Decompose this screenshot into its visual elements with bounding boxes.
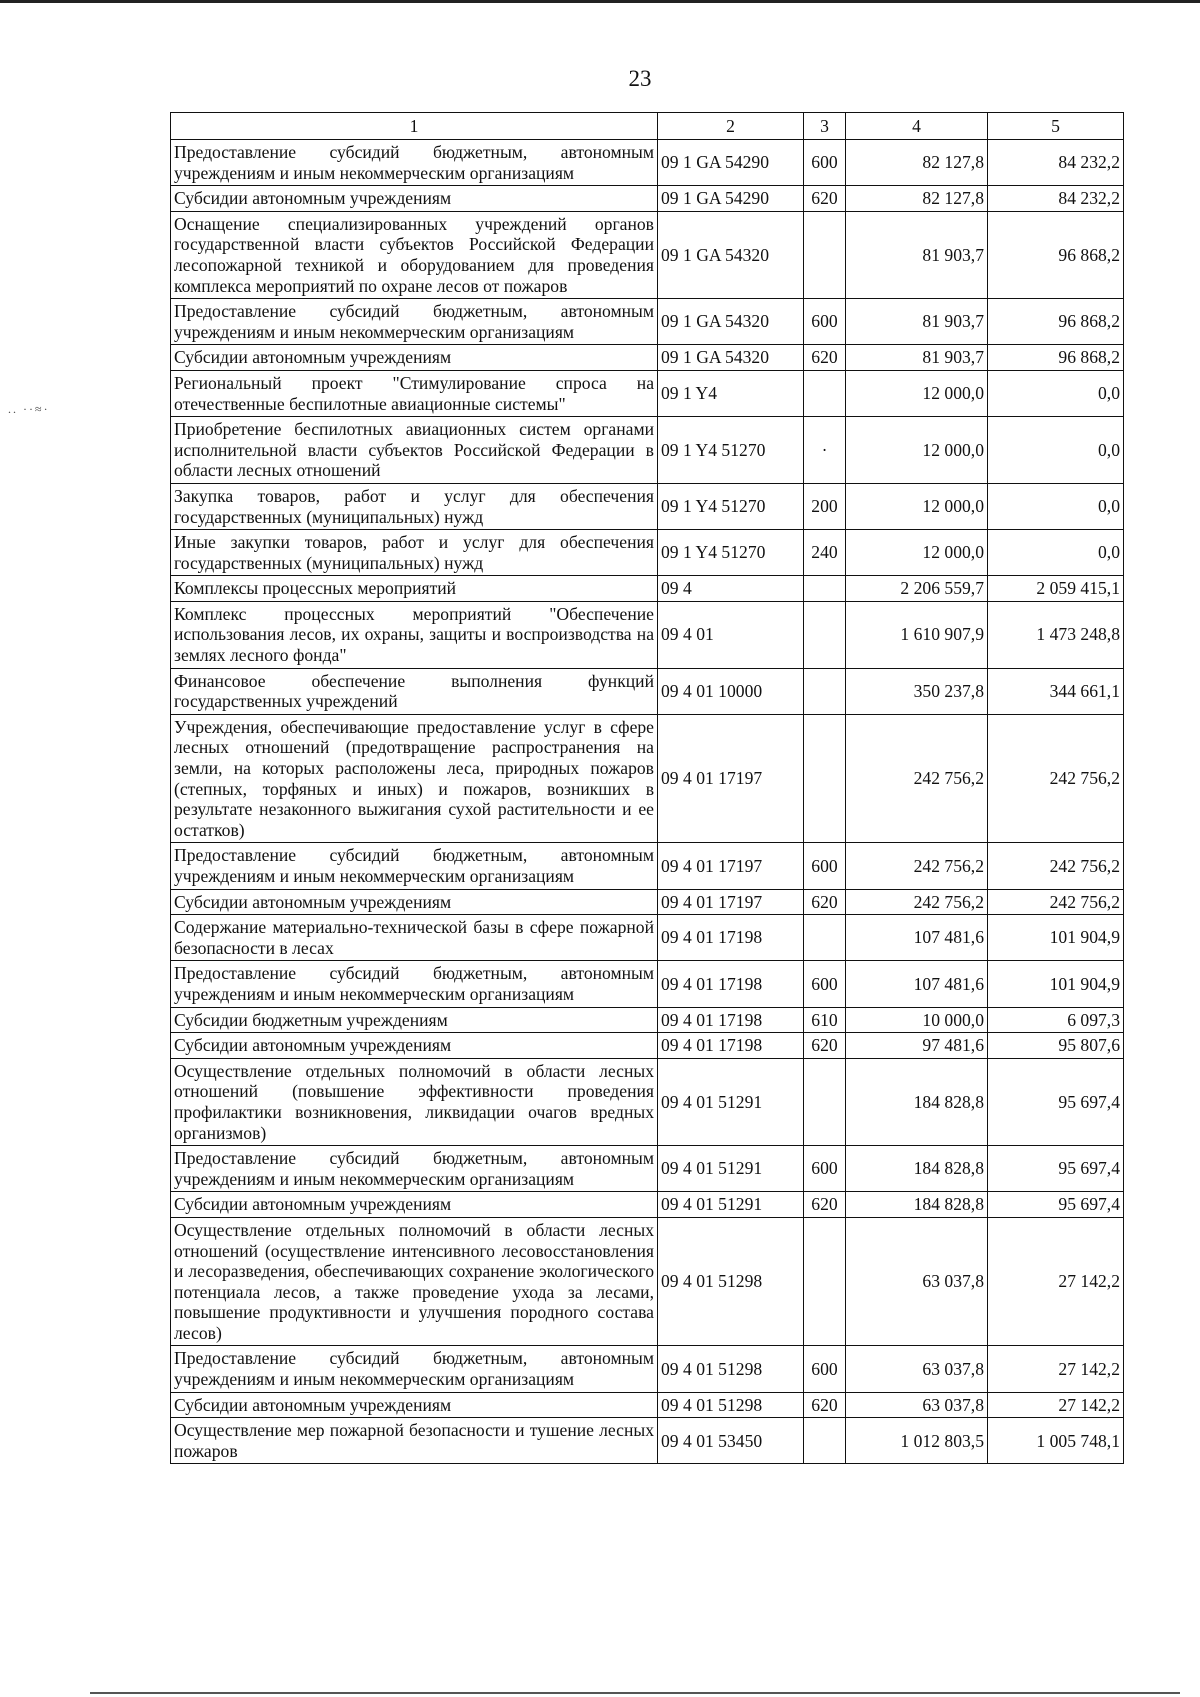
row-vr-cell: 620 xyxy=(804,889,846,915)
row-vr-cell: 600 xyxy=(804,299,846,345)
row-code-cell: 09 4 01 51298 xyxy=(658,1392,804,1418)
row-vr-cell: 600 xyxy=(804,1346,846,1392)
row-vr-cell: 620 xyxy=(804,1033,846,1059)
row-code-cell: 09 4 01 17197 xyxy=(658,843,804,889)
row-code-cell: 09 4 01 17198 xyxy=(658,1033,804,1059)
row-value-2025-cell: 96 868,2 xyxy=(988,299,1124,345)
row-vr-cell: 240 xyxy=(804,530,846,576)
row-value-2024-cell: 242 756,2 xyxy=(846,714,988,843)
row-vr-cell: 620 xyxy=(804,186,846,212)
row-vr-cell xyxy=(804,370,846,416)
scan-artifact: .. ··≈· xyxy=(8,402,50,416)
row-vr-cell: 600 xyxy=(804,961,846,1007)
table-header-row xyxy=(171,113,1124,140)
row-value-2025-cell: 96 868,2 xyxy=(988,211,1124,298)
row-name-cell: Закупка товаров, работ и услуг для обеспечения государственных (муниципальных) нужд xyxy=(171,483,658,529)
row-name-cell: Комплекс процессных мероприятий "Обеспечение использования лесов, их охраны, защиты и воспроизводства на землях лесного фонда" xyxy=(171,601,658,668)
table-row xyxy=(171,1346,1124,1392)
row-code-cell: 09 4 01 51298 xyxy=(658,1346,804,1392)
scan-bottom-edge xyxy=(90,1692,1180,1694)
table-row xyxy=(171,345,1124,371)
row-code-cell: 09 4 01 51291 xyxy=(658,1192,804,1218)
table-row xyxy=(171,186,1124,212)
row-value-2025-cell: 95 697,4 xyxy=(988,1192,1124,1218)
table-row xyxy=(171,483,1124,529)
table-row xyxy=(171,1192,1124,1218)
row-code-cell: 09 4 01 51298 xyxy=(658,1217,804,1346)
table-row xyxy=(171,915,1124,961)
row-vr-cell xyxy=(804,714,846,843)
row-value-2024-cell: 12 000,0 xyxy=(846,417,988,484)
column-header: 2 xyxy=(658,113,804,140)
row-name-cell: Региональный проект "Стимулирование спроса на отечественные беспилотные авиационные системы" xyxy=(171,370,658,416)
row-code-cell: 09 4 01 53450 xyxy=(658,1418,804,1464)
table-row xyxy=(171,889,1124,915)
row-value-2024-cell: 63 037,8 xyxy=(846,1392,988,1418)
row-vr-cell: 600 xyxy=(804,1146,846,1192)
row-vr-cell: 620 xyxy=(804,1392,846,1418)
row-value-2025-cell: 1 005 748,1 xyxy=(988,1418,1124,1464)
row-code-cell: 09 1 GA 54290 xyxy=(658,140,804,186)
row-value-2024-cell: 63 037,8 xyxy=(846,1346,988,1392)
row-value-2025-cell: 101 904,9 xyxy=(988,915,1124,961)
row-code-cell: 09 4 01 10000 xyxy=(658,668,804,714)
row-value-2024-cell: 184 828,8 xyxy=(846,1146,988,1192)
row-value-2024-cell: 2 206 559,7 xyxy=(846,576,988,602)
row-vr-cell: 600 xyxy=(804,843,846,889)
row-value-2025-cell: 242 756,2 xyxy=(988,843,1124,889)
row-vr-cell xyxy=(804,211,846,298)
table-row xyxy=(171,961,1124,1007)
row-value-2025-cell: 0,0 xyxy=(988,417,1124,484)
row-value-2024-cell: 184 828,8 xyxy=(846,1192,988,1218)
row-value-2025-cell: 95 697,4 xyxy=(988,1146,1124,1192)
row-name-cell: Предоставление субсидий бюджетным, автономным учреждениям и иным некоммерческим организациям xyxy=(171,140,658,186)
row-value-2025-cell: 101 904,9 xyxy=(988,961,1124,1007)
row-name-cell: Субсидии автономным учреждениям xyxy=(171,345,658,371)
row-code-cell: 09 4 01 51291 xyxy=(658,1146,804,1192)
row-value-2025-cell: 84 232,2 xyxy=(988,186,1124,212)
row-code-cell: 09 4 01 xyxy=(658,601,804,668)
row-code-cell: 09 4 01 17197 xyxy=(658,714,804,843)
table-row xyxy=(171,1033,1124,1059)
row-value-2025-cell: 95 697,4 xyxy=(988,1058,1124,1145)
row-name-cell: Осуществление мер пожарной безопасности и тушение лесных пожаров xyxy=(171,1418,658,1464)
row-name-cell: Комплексы процессных мероприятий xyxy=(171,576,658,602)
row-value-2024-cell: 10 000,0 xyxy=(846,1007,988,1033)
table-row xyxy=(171,211,1124,298)
row-value-2024-cell: 82 127,8 xyxy=(846,140,988,186)
row-value-2025-cell: 344 661,1 xyxy=(988,668,1124,714)
row-code-cell: 09 4 01 17197 xyxy=(658,889,804,915)
column-header: 4 xyxy=(846,113,988,140)
row-vr-cell: 600 xyxy=(804,140,846,186)
row-vr-cell xyxy=(804,1217,846,1346)
column-header: 1 xyxy=(171,113,658,140)
row-value-2024-cell: 81 903,7 xyxy=(846,299,988,345)
row-value-2024-cell: 350 237,8 xyxy=(846,668,988,714)
row-value-2025-cell: 27 142,2 xyxy=(988,1392,1124,1418)
row-name-cell: Учреждения, обеспечивающие предоставление услуг в сфере лесных отношений (предотвращение распространения на земли, на которых расположены леса, природных пожаров (степных, торфяных и иных) и пожаров, возникших в результате незаконного выжигания сухой растительности и ее остатков) xyxy=(171,714,658,843)
row-value-2024-cell: 12 000,0 xyxy=(846,483,988,529)
table-row xyxy=(171,299,1124,345)
table-row xyxy=(171,843,1124,889)
row-code-cell: 09 4 01 17198 xyxy=(658,961,804,1007)
row-value-2025-cell: 2 059 415,1 xyxy=(988,576,1124,602)
row-vr-cell xyxy=(804,668,846,714)
row-value-2024-cell: 81 903,7 xyxy=(846,345,988,371)
row-code-cell: 09 1 Y4 51270 xyxy=(658,530,804,576)
column-header: 3 xyxy=(804,113,846,140)
row-value-2025-cell: 95 807,6 xyxy=(988,1033,1124,1059)
row-value-2024-cell: 1 012 803,5 xyxy=(846,1418,988,1464)
row-name-cell: Осуществление отдельных полномочий в области лесных отношений (повышение эффективности проведения профилактики возникновения, ликвидации очагов вредных организмов) xyxy=(171,1058,658,1145)
row-value-2024-cell: 12 000,0 xyxy=(846,530,988,576)
table-row xyxy=(171,714,1124,843)
row-name-cell: Приобретение беспилотных авиационных систем органами исполнительной власти субъектов Российской Федерации в области лесных отношений xyxy=(171,417,658,484)
row-name-cell: Субсидии автономным учреждениям xyxy=(171,1192,658,1218)
row-name-cell: Предоставление субсидий бюджетным, автономным учреждениям и иным некоммерческим организациям xyxy=(171,299,658,345)
row-vr-cell: 610 xyxy=(804,1007,846,1033)
row-value-2024-cell: 242 756,2 xyxy=(846,889,988,915)
row-code-cell: 09 1 Y4 xyxy=(658,370,804,416)
row-name-cell: Предоставление субсидий бюджетным, автономным учреждениям и иным некоммерческим организациям xyxy=(171,843,658,889)
row-name-cell: Предоставление субсидий бюджетным, автономным учреждениям и иным некоммерческим организациям xyxy=(171,1346,658,1392)
scan-top-edge xyxy=(0,0,1200,3)
row-code-cell: 09 4 xyxy=(658,576,804,602)
row-code-cell: 09 4 01 51291 xyxy=(658,1058,804,1145)
row-value-2025-cell: 27 142,2 xyxy=(988,1217,1124,1346)
row-vr-cell: · xyxy=(804,417,846,484)
row-value-2024-cell: 12 000,0 xyxy=(846,370,988,416)
row-vr-cell: 620 xyxy=(804,1192,846,1218)
row-vr-cell xyxy=(804,915,846,961)
row-name-cell: Субсидии автономным учреждениям xyxy=(171,186,658,212)
row-name-cell: Субсидии автономным учреждениям xyxy=(171,1392,658,1418)
page-number: 23 xyxy=(628,66,652,91)
row-name-cell: Оснащение специализированных учреждений органов государственной власти субъектов Российской Федерации лесопожарной техникой и оборудованием для проведения комплекса мероприятий по охране лесов от пожаров xyxy=(171,211,658,298)
row-name-cell: Содержание материально-технической базы в сфере пожарной безопасности в лесах xyxy=(171,915,658,961)
row-value-2024-cell: 107 481,6 xyxy=(846,915,988,961)
row-name-cell: Субсидии автономным учреждениям xyxy=(171,1033,658,1059)
row-value-2024-cell: 97 481,6 xyxy=(846,1033,988,1059)
row-value-2025-cell: 96 868,2 xyxy=(988,345,1124,371)
row-name-cell: Осуществление отдельных полномочий в области лесных отношений (осуществление интенсивного лесовосстановления и лесоразведения, обеспечивающих сохранение экологического потенциала лесов, а также проведение ухода за лесами, повышение продуктивности и улучшения породного состава лесов) xyxy=(171,1217,658,1346)
column-header: 5 xyxy=(988,113,1124,140)
row-value-2024-cell: 82 127,8 xyxy=(846,186,988,212)
row-code-cell: 09 1 Y4 51270 xyxy=(658,483,804,529)
row-value-2025-cell: 0,0 xyxy=(988,483,1124,529)
row-value-2025-cell: 84 232,2 xyxy=(988,140,1124,186)
row-value-2025-cell: 242 756,2 xyxy=(988,889,1124,915)
row-code-cell: 09 4 01 17198 xyxy=(658,1007,804,1033)
row-vr-cell xyxy=(804,1418,846,1464)
row-name-cell: Субсидии автономным учреждениям xyxy=(171,889,658,915)
table-row xyxy=(171,1217,1124,1346)
table-row xyxy=(171,1058,1124,1145)
row-value-2024-cell: 63 037,8 xyxy=(846,1217,988,1346)
table-row xyxy=(171,601,1124,668)
row-vr-cell xyxy=(804,1058,846,1145)
row-name-cell: Предоставление субсидий бюджетным, автономным учреждениям и иным некоммерческим организациям xyxy=(171,1146,658,1192)
table-row xyxy=(171,1392,1124,1418)
row-name-cell: Иные закупки товаров, работ и услуг для обеспечения государственных (муниципальных) нужд xyxy=(171,530,658,576)
table-row xyxy=(171,370,1124,416)
row-code-cell: 09 1 GA 54320 xyxy=(658,345,804,371)
table-row xyxy=(171,576,1124,602)
row-vr-cell: 200 xyxy=(804,483,846,529)
budget-table xyxy=(170,112,1124,1464)
row-value-2025-cell: 27 142,2 xyxy=(988,1346,1124,1392)
row-name-cell: Финансовое обеспечение выполнения функций государственных учреждений xyxy=(171,668,658,714)
row-value-2024-cell: 107 481,6 xyxy=(846,961,988,1007)
row-vr-cell xyxy=(804,601,846,668)
table-row xyxy=(171,1007,1124,1033)
table-row xyxy=(171,140,1124,186)
row-value-2025-cell: 242 756,2 xyxy=(988,714,1124,843)
row-value-2025-cell: 6 097,3 xyxy=(988,1007,1124,1033)
row-vr-cell: 620 xyxy=(804,345,846,371)
table-row xyxy=(171,1418,1124,1464)
row-code-cell: 09 1 GA 54290 xyxy=(658,186,804,212)
row-value-2025-cell: 0,0 xyxy=(988,370,1124,416)
row-value-2024-cell: 81 903,7 xyxy=(846,211,988,298)
table-row xyxy=(171,417,1124,484)
row-value-2024-cell: 242 756,2 xyxy=(846,843,988,889)
row-code-cell: 09 1 GA 54320 xyxy=(658,211,804,298)
row-code-cell: 09 4 01 17198 xyxy=(658,915,804,961)
row-value-2025-cell: 0,0 xyxy=(988,530,1124,576)
table-row xyxy=(171,1146,1124,1192)
row-code-cell: 09 1 Y4 51270 xyxy=(658,417,804,484)
table-row xyxy=(171,530,1124,576)
row-value-2024-cell: 1 610 907,9 xyxy=(846,601,988,668)
row-name-cell: Предоставление субсидий бюджетным, автономным учреждениям и иным некоммерческим организациям xyxy=(171,961,658,1007)
table-row xyxy=(171,668,1124,714)
row-name-cell: Субсидии бюджетным учреждениям xyxy=(171,1007,658,1033)
row-value-2025-cell: 1 473 248,8 xyxy=(988,601,1124,668)
row-value-2024-cell: 184 828,8 xyxy=(846,1058,988,1145)
row-code-cell: 09 1 GA 54320 xyxy=(658,299,804,345)
row-vr-cell xyxy=(804,576,846,602)
